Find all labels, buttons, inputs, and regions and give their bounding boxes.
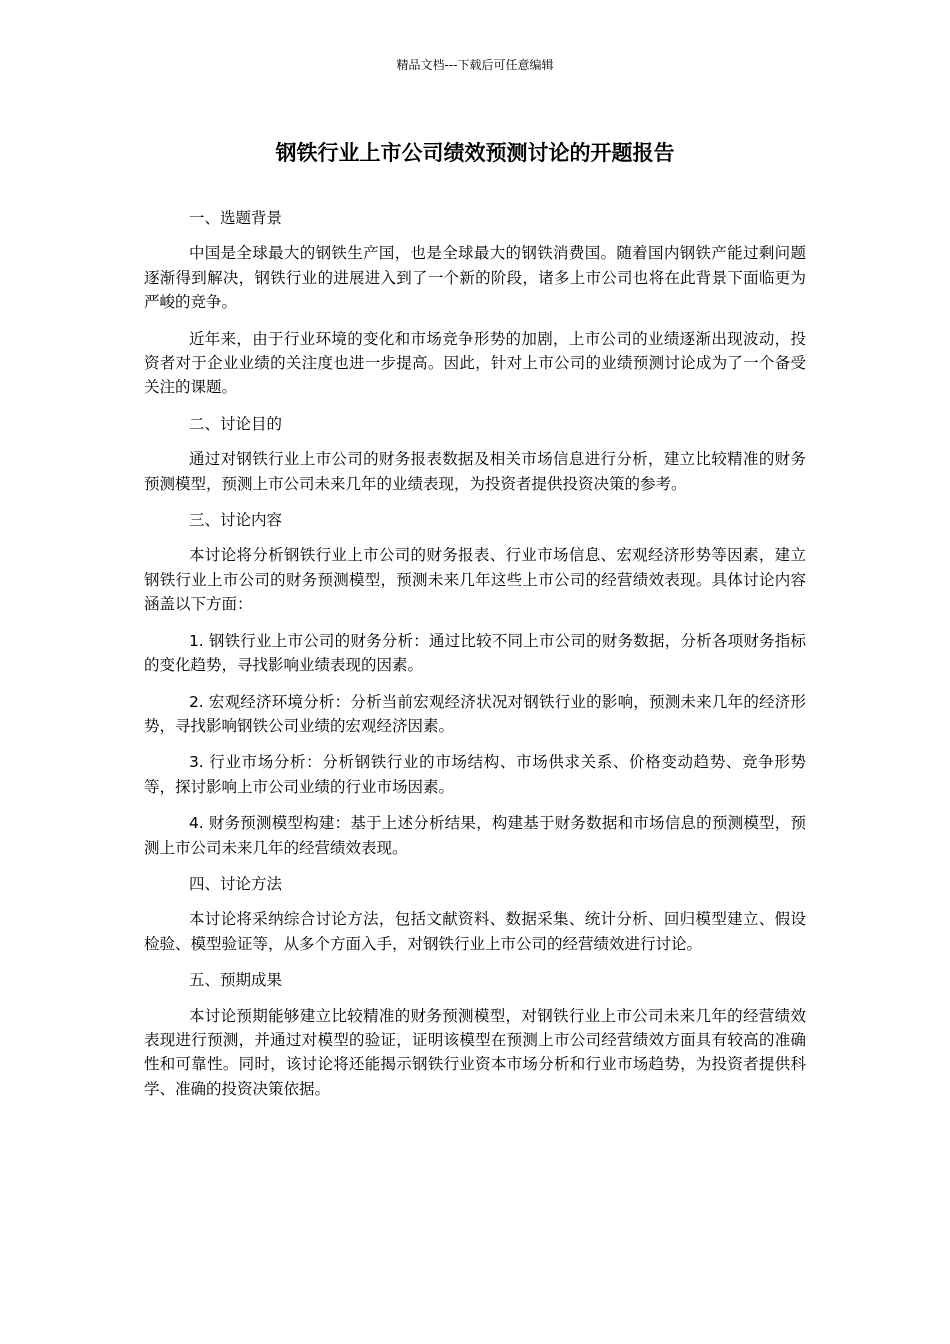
paragraph: 本讨论将采纳综合讨论方法，包括文献资料、数据采集、统计分析、回归模型建立、假设检验、模型验证等，从多个方面入手，对钢铁行业上市公司的经营绩效进行讨论。 xyxy=(144,910,806,953)
document-body xyxy=(144,206,806,1113)
list-item: 4. 财务预测模型构建：基于上述分析结果，构建基于财务数据和市场信息的预测模型，预测上市公司未来几年的经营绩效表现。 xyxy=(144,814,806,857)
paragraph: 本讨论将分析钢铁行业上市公司的财务报表、行业市场信息、宏观经济形势等因素，建立钢铁行业上市公司的财务预测模型，预测未来几年这些上市公司的经营绩效表现。具体讨论内容涵盖以下方面： xyxy=(144,546,806,614)
section-heading: 二、讨论目的 xyxy=(188,414,282,433)
list-item: 1. 钢铁行业上市公司的财务分析：通过比较不同上市公司的财务数据，分析各项财务指标的变化趋势，寻找影响业绩表现的因素。 xyxy=(144,631,806,675)
paragraph: 本讨论预期能够建立比较精准的财务预测模型，对钢铁行业上市公司未来几年的经营绩效表现进行预测，并通过对模型的验证，证明该模型在预测上市公司经营绩效方面具有较高的准确性和可靠性。同时，该讨论将还能揭示钢铁行业资本市场分析和行业市场趋势，为投资者提供科学、准确的投资决策依据。 xyxy=(144,1006,806,1098)
paragraph: 通过对钢铁行业上市公司的财务报表数据及相关市场信息进行分析，建立比较精准的财务预测模型，预测上市公司未来几年的业绩表现，为投资者提供投资决策的参考。 xyxy=(144,450,806,493)
paragraph: 中国是全球最大的钢铁生产国，也是全球最大的钢铁消费国。随着国内钢铁产能过剩问题逐渐得到解决，钢铁行业的进展进入到了一个新的阶段，诸多上市公司也将在此背景下面临更为严峻的竞争。 xyxy=(144,244,806,312)
section-heading: 一、选题背景 xyxy=(188,209,282,227)
paragraph: 近年来，由于行业环境的变化和市场竞争形势的加剧，上市公司的业绩逐渐出现波动，投资者对于企业业绩的关注度也进一步提高。因此，针对上市公司的业绩预测讨论成为了一个备受关注的课题。 xyxy=(144,329,806,397)
document-title: 钢铁行业上市公司绩效预测讨论的开题报告 xyxy=(275,141,675,165)
section-heading: 五、预期成果 xyxy=(188,971,282,990)
section-heading: 三、讨论内容 xyxy=(188,511,282,530)
page-header: 精品文档---下载后可任意编辑 xyxy=(396,58,554,72)
list-item: 3. 行业市场分析：分析钢铁行业的市场结构、市场供求关系、价格变动趋势、竞争形势等，探讨影响上市公司业绩的行业市场因素。 xyxy=(144,753,806,796)
section-heading: 四、讨论方法 xyxy=(188,874,282,893)
list-item: 2. 宏观经济环境分析：分析当前宏观经济状况对钢铁行业的影响，预测未来几年的经济形势，寻找影响钢铁公司业绩的宏观经济因素。 xyxy=(144,692,806,735)
